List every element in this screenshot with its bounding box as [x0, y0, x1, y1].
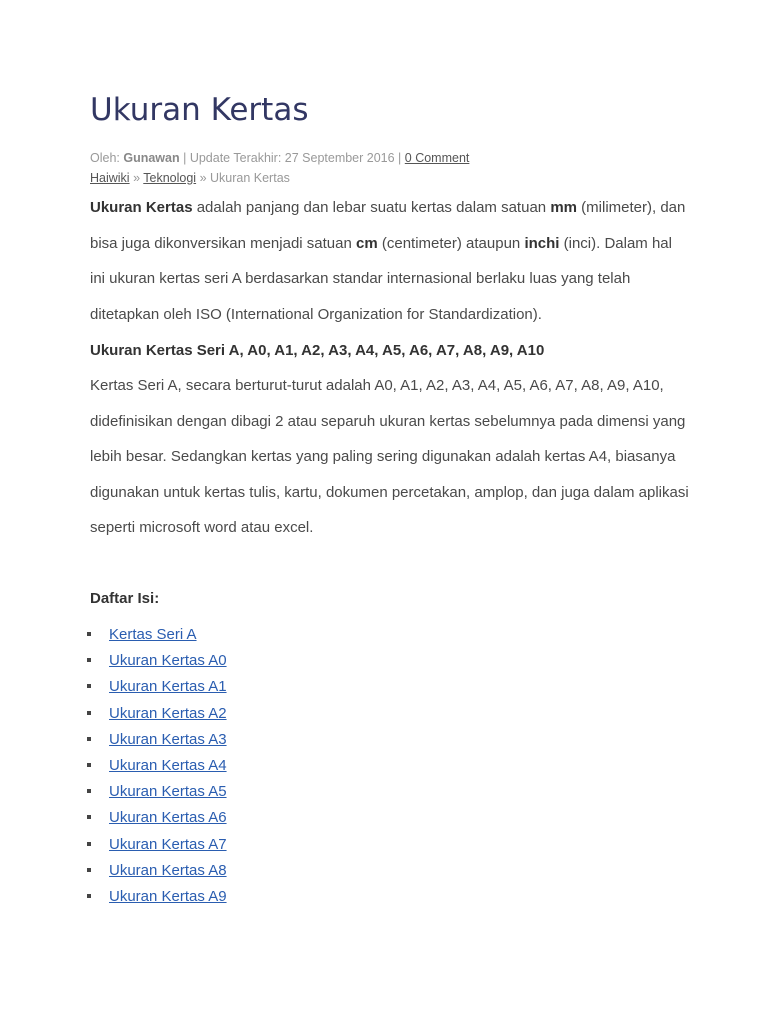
square-bullet-icon — [87, 711, 91, 715]
toc-link[interactable]: Ukuran Kertas A6 — [109, 809, 227, 827]
meta-by-label: Oleh: — [90, 151, 124, 165]
square-bullet-icon — [87, 684, 91, 688]
intro-text: adalah panjang dan lebar suatu kertas dalam satuan — [192, 199, 551, 216]
toc-item — [90, 884, 227, 910]
intro-paragraph — [90, 190, 690, 332]
intro-text: (inci). Dalam hal ini ukuran kertas seri A berdasarkan standar internasional berlaku luas yang telah ditetapkan oleh ISO (International Organization for Standardization). — [90, 234, 672, 323]
toc-item — [90, 701, 227, 727]
intro-term: Ukuran Kertas — [90, 199, 193, 216]
unit-cm: cm — [356, 234, 378, 252]
table-of-contents — [90, 622, 227, 910]
toc-item — [90, 832, 227, 858]
square-bullet-icon — [87, 894, 91, 898]
square-bullet-icon — [87, 763, 91, 767]
toc-item — [90, 622, 227, 648]
breadcrumb — [90, 171, 290, 185]
toc-link[interactable]: Ukuran Kertas A0 — [109, 652, 227, 670]
toc-item — [90, 727, 227, 753]
toc-item — [90, 674, 227, 700]
toc-link[interactable]: Ukuran Kertas A4 — [109, 756, 227, 774]
series-paragraph: Kertas Seri A, secara berturut-turut adalah A0, A1, A2, A3, A4, A5, A6, A7, A8, A9, A10, didefinisikan dengan dibagi 2 atau separuh ukuran kertas sebelumnya pada dimensi yang lebih besar. Sedangkan kertas yang paling sering digunakan adalah kertas A4, biasanya digunakan untuk kertas tulis, kartu, dokumen percetakan, amplop, dan juga dalam aplikasi seperti microsoft word atau excel. — [90, 377, 689, 536]
square-bullet-icon — [87, 789, 91, 793]
toc-item — [90, 648, 227, 674]
toc-link[interactable]: Ukuran Kertas A5 — [109, 783, 227, 801]
meta-author: Gunawan — [123, 151, 180, 165]
section-heading: Ukuran Kertas Seri A, A0, A1, A2, A3, A4, A5, A6, A7, A8, A9, A10 — [90, 342, 545, 359]
toc-title: Daftar Isi: — [90, 590, 160, 607]
toc-link[interactable]: Ukuran Kertas A1 — [109, 678, 227, 696]
breadcrumb-current: Ukuran Kertas — [210, 171, 290, 185]
square-bullet-icon — [87, 815, 91, 819]
toc-link[interactable]: Ukuran Kertas A8 — [109, 861, 227, 879]
square-bullet-icon — [87, 658, 91, 662]
toc-link[interactable]: Ukuran Kertas A9 — [109, 887, 227, 905]
square-bullet-icon — [87, 868, 91, 872]
meta-update: | Update Terakhir: 27 September 2016 | — [179, 151, 405, 165]
square-bullet-icon — [87, 737, 91, 741]
comment-link[interactable]: 0 Comment — [404, 151, 470, 165]
breadcrumb-category-link[interactable]: Teknologi — [143, 171, 197, 185]
unit-inchi: inchi — [524, 234, 560, 252]
toc-item — [90, 753, 227, 779]
toc-item — [90, 779, 227, 805]
page-title: Ukuran Kertas — [90, 92, 309, 128]
square-bullet-icon — [87, 632, 91, 636]
breadcrumb-separator: » — [129, 171, 144, 185]
toc-item — [90, 805, 227, 831]
post-meta — [90, 151, 469, 165]
toc-link[interactable]: Ukuran Kertas A2 — [109, 704, 227, 722]
toc-link[interactable]: Ukuran Kertas A7 — [109, 835, 227, 853]
intro-text: (milimeter), dan bisa juga dikonversikan menjadi satuan — [90, 199, 686, 252]
square-bullet-icon — [87, 842, 91, 846]
toc-link[interactable]: Kertas Seri A — [109, 626, 197, 643]
toc-link[interactable]: Ukuran Kertas A3 — [109, 730, 227, 748]
breadcrumb-separator: » — [196, 171, 210, 185]
unit-mm: mm — [550, 199, 577, 216]
toc-item — [90, 858, 227, 884]
breadcrumb-home-link[interactable]: Haiwiki — [90, 171, 130, 185]
intro-text: (centimeter) ataupun — [377, 234, 525, 252]
